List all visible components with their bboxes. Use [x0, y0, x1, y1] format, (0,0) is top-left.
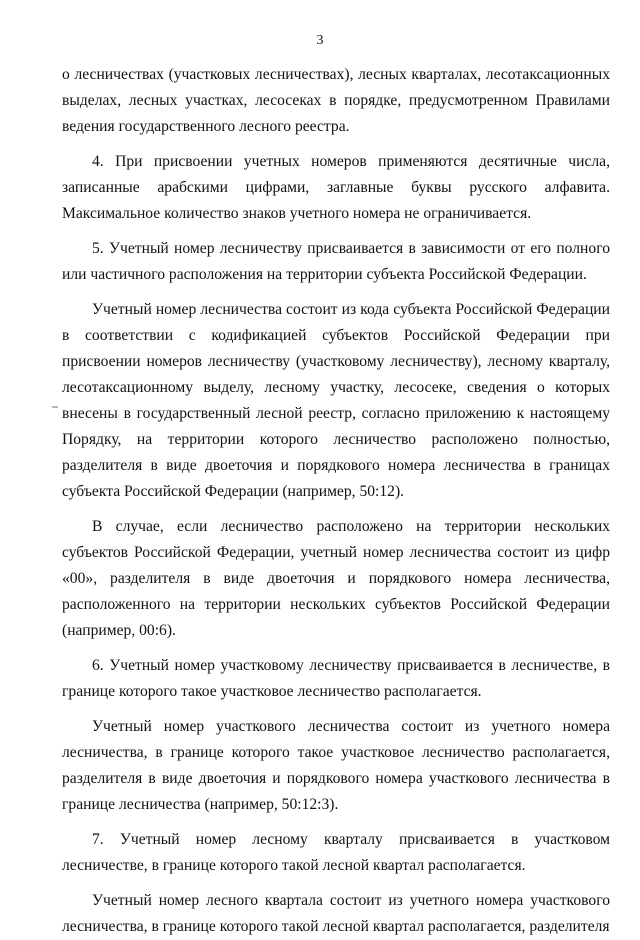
scan-artifact — [52, 406, 58, 408]
paragraph-item-5: 5. Учетный номер лесничеству присваивается в зависимости от его полного или частичного расположения на территории субъекта Российской Федерации. — [62, 240, 610, 283]
paragraph-item-4: 4. При присвоении учетных номеров применяются десятичные числа, записанные арабскими цифрами, заглавные буквы русского алфавита. Максимальное количество знаков учетного номера не ограничивается. — [62, 153, 610, 222]
paragraph-quarter-number: Учетный номер лесного квартала состоит из учетного номера участкового лесничества, в границе которого такой лесной квартал располагается, разделителя — [62, 892, 610, 935]
paragraph-district-number: Учетный номер участкового лесничества состоит из учетного номера лесничества, в границе которого такое участковое лесничество располагается, разделителя в виде двоеточия и порядкового номера участкового лесничества в границе лесничества (например, 50:12:3). — [62, 718, 610, 813]
paragraph-item-6: 6. Учетный номер участковому лесничеству присваивается в лесничестве, в границе которого такое участковое лесничество располагается. — [62, 657, 610, 700]
paragraph-multiple-subjects: В случае, если лесничество расположено на территории нескольких субъектов Российской Федерации, учетный номер лесничества состоит из цифр «00», разделителя в виде двоеточия и порядкового номера лесничества, расположенного на территории нескольких субъектов Российской Федерации (например, 00:6). — [62, 518, 610, 639]
document-body — [62, 62, 610, 940]
paragraph-forestry-number: Учетный номер лесничества состоит из кода субъекта Российской Федерации в соответствии с кодификацией субъектов Российской Федерации при присвоении номеров лесничеству (участковому лесничеству), лесному кварталу, лесотаксационному выделу, лесному участку, лесосеке, сведения о которых внесены в государственный лесной реестр, согласно приложению к настоящему Порядку, на территории которого лесничество расположено полностью, разделителя в виде двоеточия и порядкового номера лесничества в границах субъекта Российской Федерации (например, 50:12). — [62, 301, 610, 500]
paragraph-item-7: 7. Учетный номер лесному кварталу присваивается в участковом лесничестве, в границе которого такой лесной квартал располагается. — [62, 831, 610, 874]
paragraph-continuation: о лесничествах (участковых лесничествах), лесных кварталах, лесотаксационных выделах, лесных участках, лесосеках в порядке, предусмотренном Правилами ведения государственного лесного реестра. — [62, 66, 610, 135]
page-number: 3 — [316, 33, 324, 48]
